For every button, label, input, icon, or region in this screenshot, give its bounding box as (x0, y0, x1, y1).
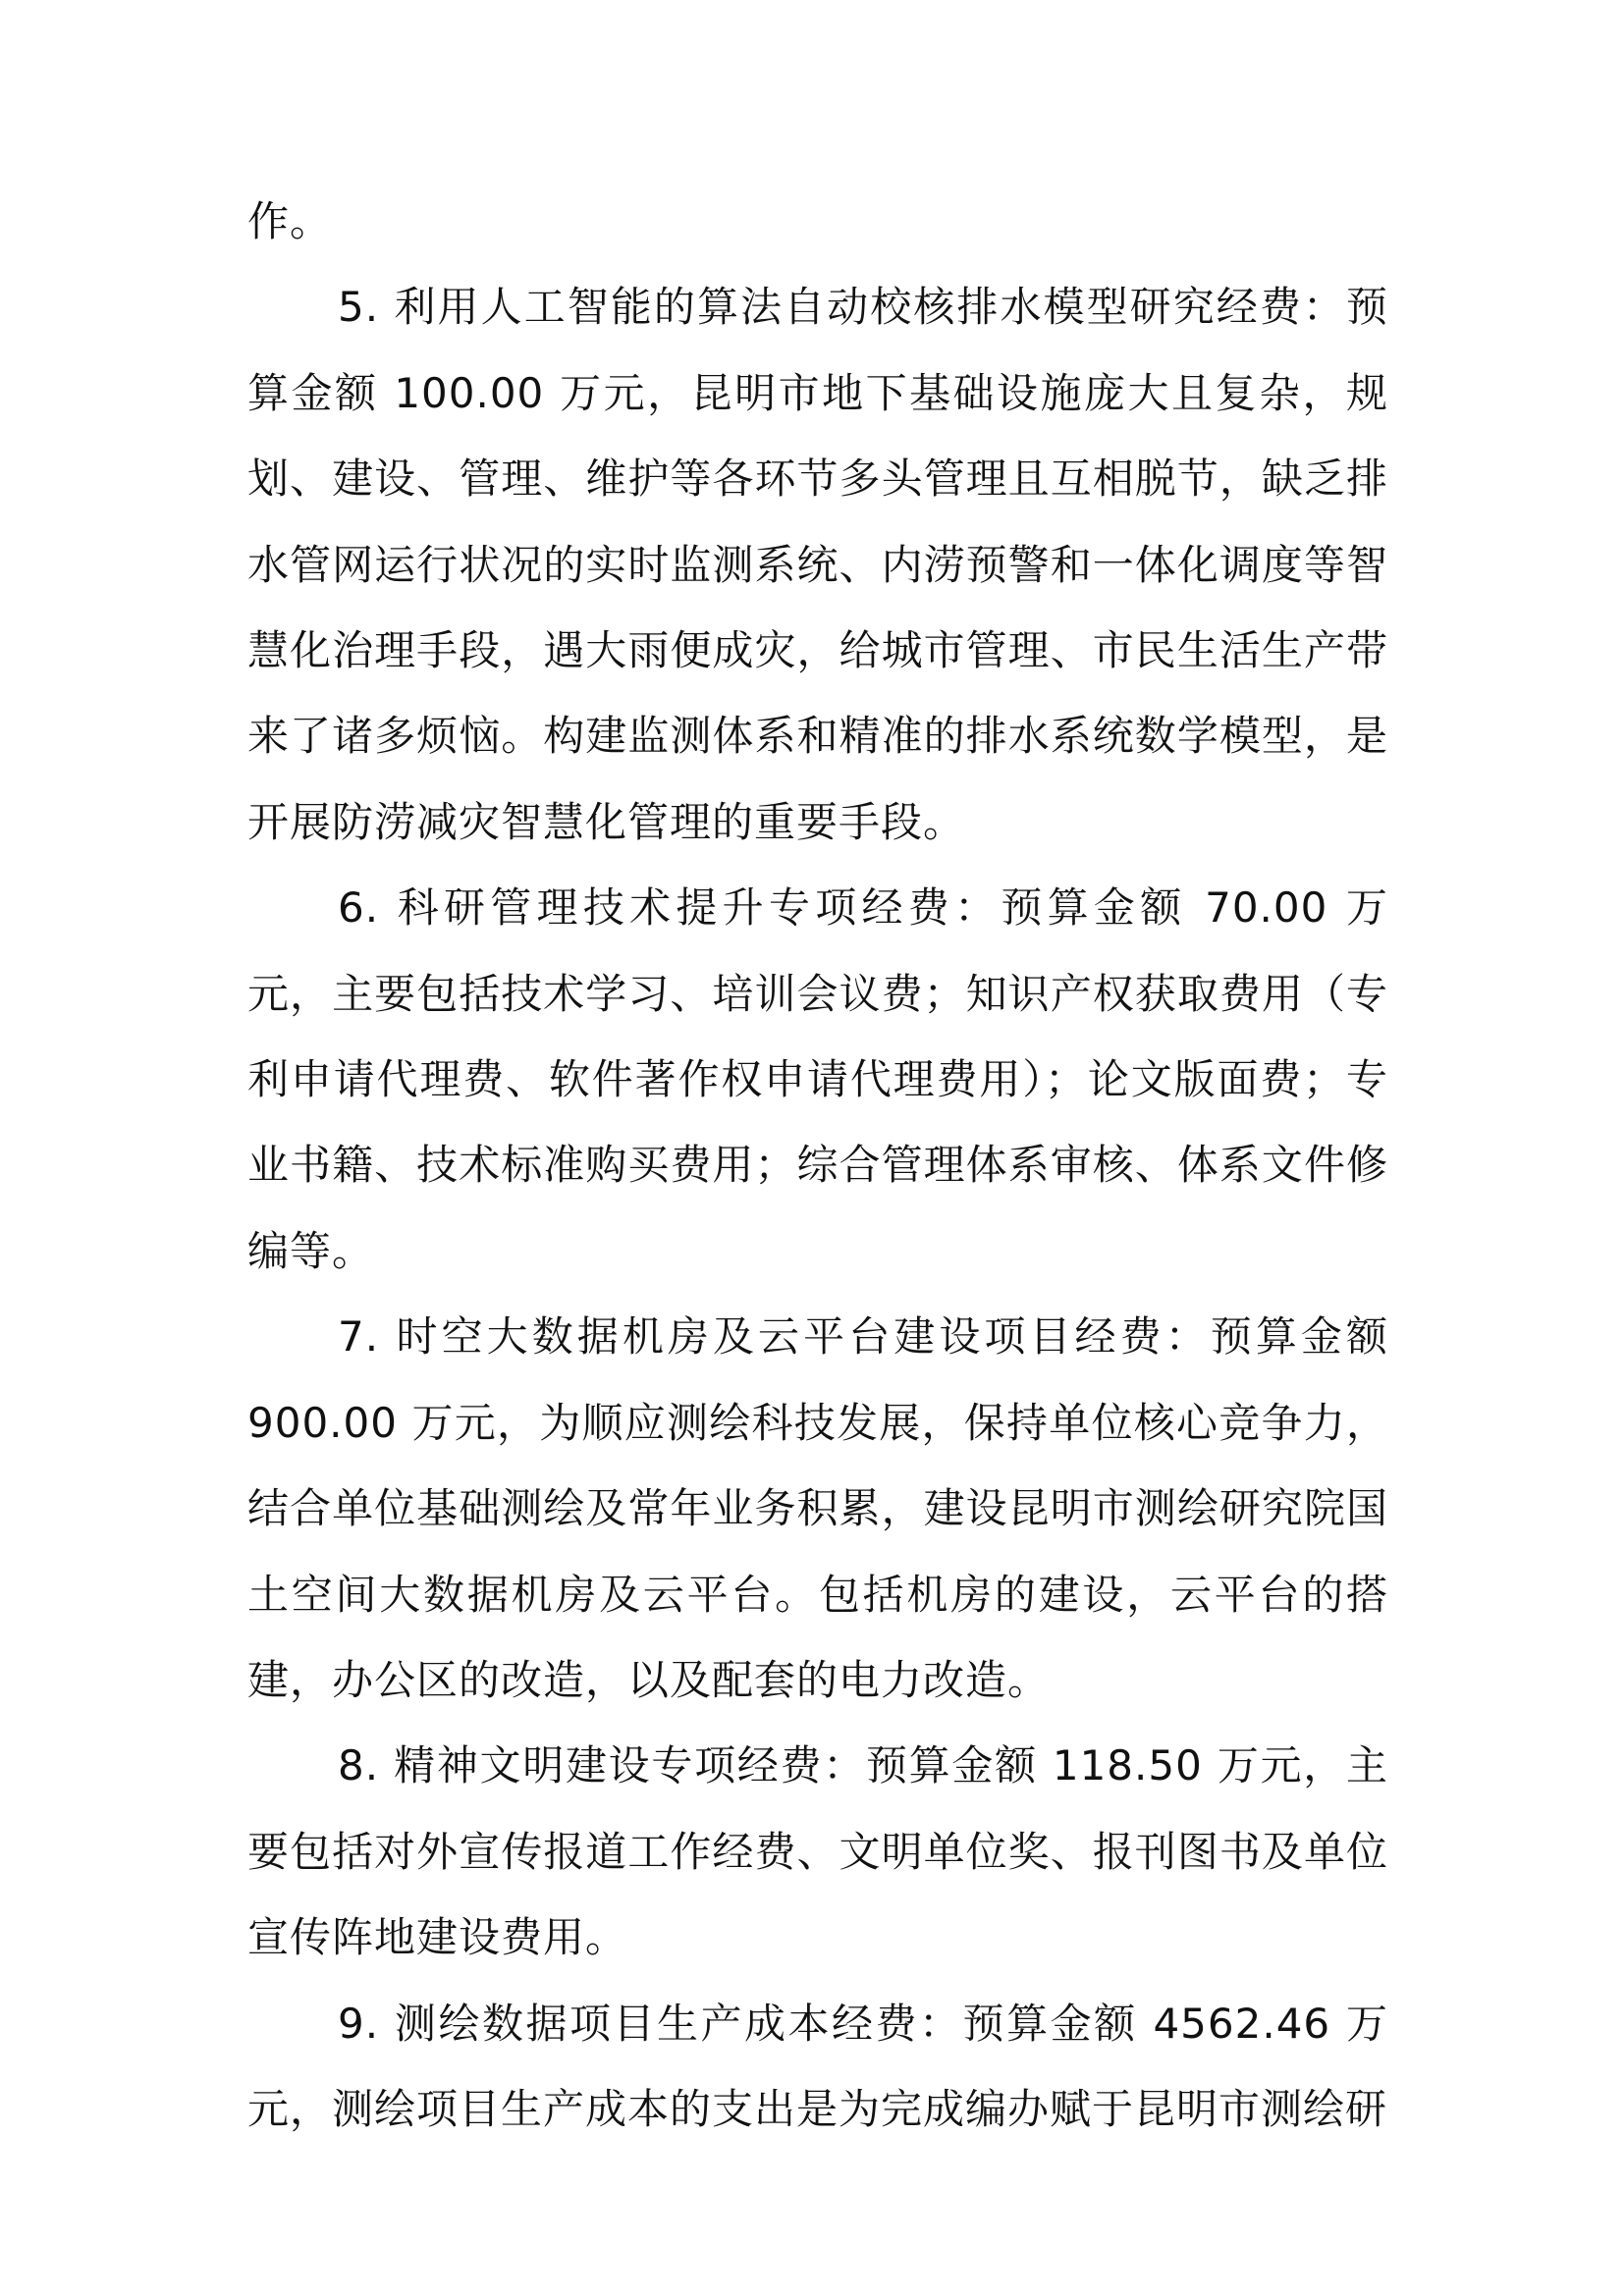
paragraph-item-6: 6. 科研管理技术提升专项经费：预算金额 70.00 万元，主要包括技术学习、培训会议费；知识产权获取费用（专利申请代理费、软件著作权申请代理费用）；论文版面费；专业书籍、技术标准购买费用；综合管理体系审核、体系文件修编等。 (247, 883, 1388, 1275)
paragraph-item-7: 7. 时空大数据机房及云平台建设项目经费：预算金额 900.00 万元，为顺应测绘科技发展，保持单位核心竞争力，结合单位基础测绘及常年业务积累，建设昆明市测绘研究院国土空间大数据机房及云平台。包括机房的建设，云平台的搭建，办公区的改造，以及配套的电力改造。 (247, 1312, 1388, 1704)
document-body (247, 179, 1388, 2152)
paragraph-item-9: 9. 测绘数据项目生产成本经费：预算金额 4562.46 万元，测绘项目生产成本的支出是为完成编办赋于昆明市测绘研 (247, 1999, 1388, 2133)
paragraph-item-8: 8. 精神文明建设专项经费：预算金额 118.50 万元，主要包括对外宣传报道工作经费、文明单位奖、报刊图书及单位宣传阵地建设费用。 (247, 1741, 1388, 1962)
paragraph-item-5: 5. 利用人工智能的算法自动校核排水模型研究经费：预算金额 100.00 万元，昆明市地下基础设施庞大且复杂，规划、建设、管理、维护等各环节多头管理且互相脱节，缺乏排水管网运行状况的实时监测系统、内涝预警和一体化调度等智慧化治理手段，遇大雨便成灾，给城市管理、市民生活生产带来了诸多烦恼。构建监测体系和精准的排水系统数学模型，是开展防涝减灾智慧化管理的重要手段。 (247, 283, 1388, 846)
paragraph-continuation: 作。 (247, 197, 333, 245)
